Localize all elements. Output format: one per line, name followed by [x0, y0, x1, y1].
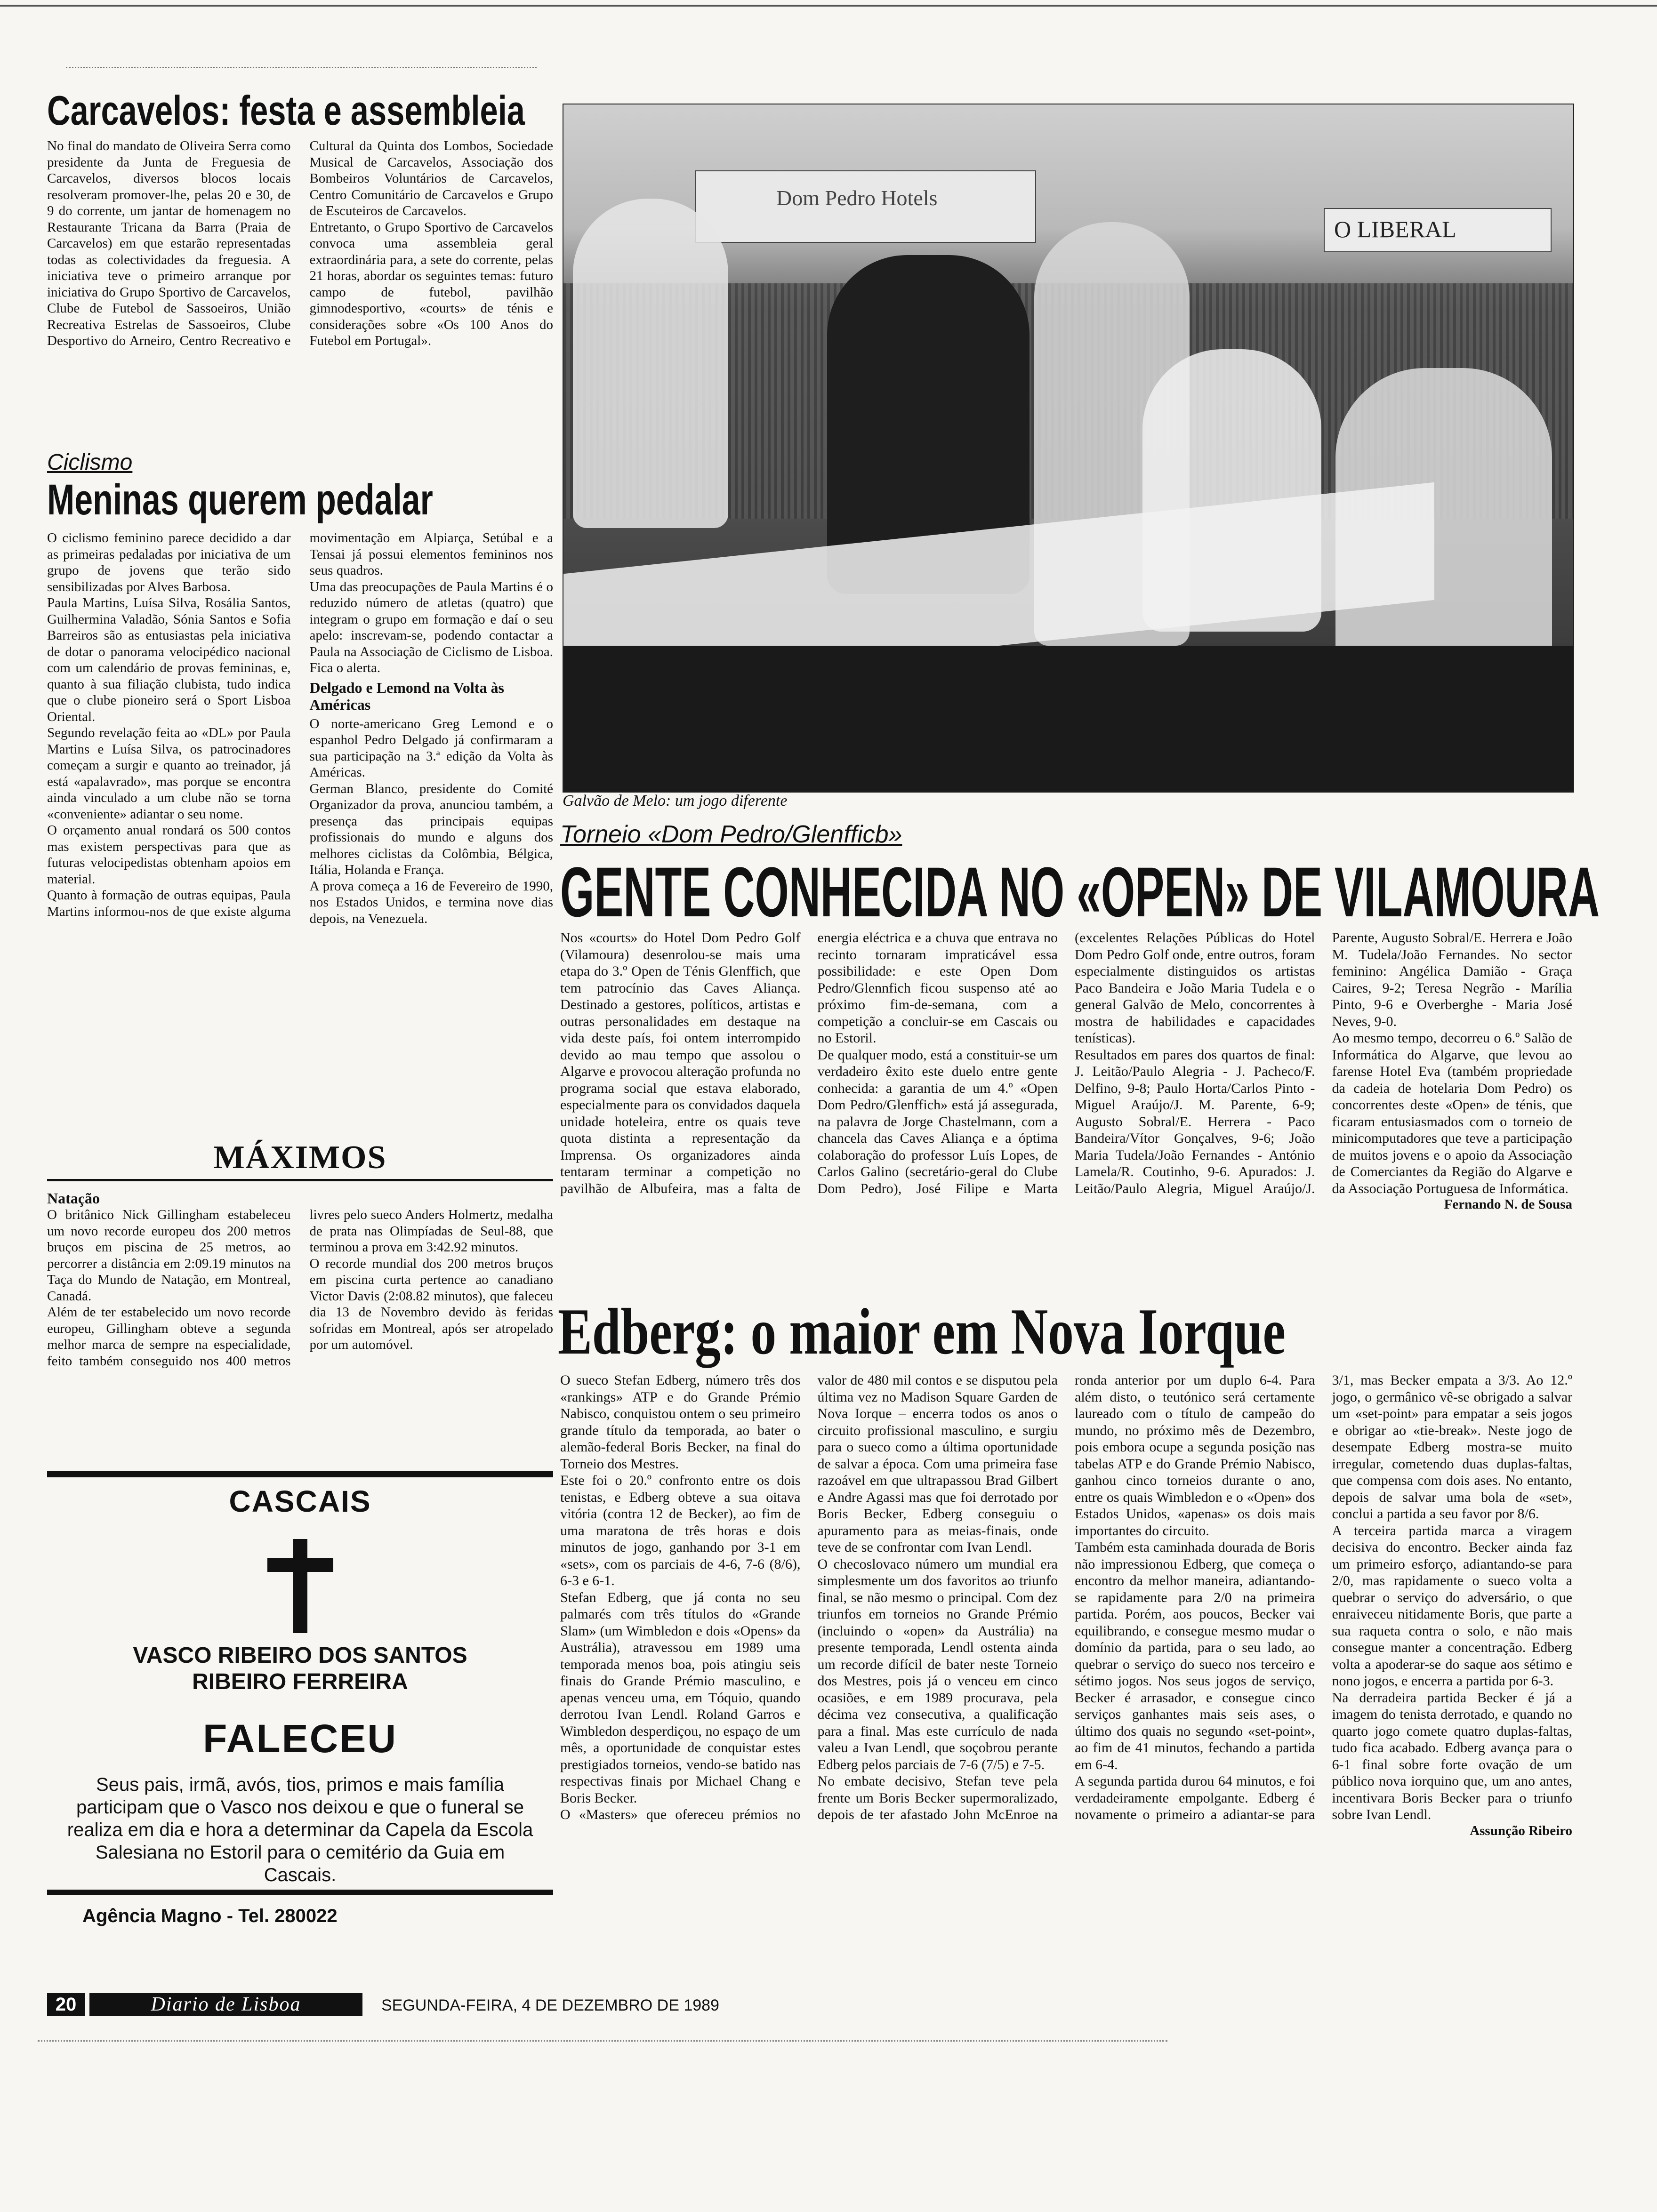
obituary-place: CASCAIS: [229, 1484, 371, 1518]
ciclismo-body2: O norte-americano Greg Lemond e o espanhol Pedro Delgado já confirmaram a sua participação na 3.ª edição da Volta às Américas. German Blanco, presidente do Comité Organizador da prova, anunciou também, a presença das principais equipas profissionais do mundo e alguns dos melhores ciclistas da Colômbia, Bélgica, Itália, Holanda e França. A prova começa a 16 de Fevereiro de 1990, nos Estados Unidos, e termina nove dias depois, na Venezuela.: [309, 716, 553, 926]
obituary-top-bar: [47, 1471, 553, 1477]
photo-banner-right-text: O LIBERAL: [1334, 216, 1456, 242]
ciclismo-subhead: Delgado e Lemond na Volta às Américas: [309, 679, 504, 713]
obituary-headline: FALECEU: [202, 1716, 398, 1761]
photo-banner-left-text: Dom Pedro Hotels: [776, 186, 938, 210]
edberg-article: [560, 1372, 1572, 1839]
obituary-name-line2: RIBEIRO FERREIRA: [192, 1669, 408, 1694]
ciclismo-body: O ciclismo feminino parece decidido a dar as primeiras pedaladas por iniciativa de um grupo de jovens que terão sido sensibilizadas por Alves Barbosa. Paula Martins, Luísa Silva, Rosália Santos, Guilhermina Valadão, Sónia Santos e Sofia Barreiros são as entusiastas pela iniciativa de dotar o panorama velocipédico nacional com um calendário de provas femininas, e, quanto à sua filiação clubista, tudo indica que o clube pioneiro será o Sport Lisboa Oriental. Segundo revelação feita ao «DL» por Paula Martins e Luísa Silva, os patrocinadores começam a surgir e quanto ao treinador, já está «apalavrado», mas porque se encontra ainda vinculado a um clube não se torna «conveniente» adiantar o seu nome. O orçamento anual rondará os 500 contos mas existem perspectivas para que as futuras velocipedistas obtenham apoios em material. Quanto à formação de outras equipas, Paula Martins informou-nos de que existe alguma movimentação em Alpiarça, Setúbal e a Tensai já possui elementos femininos nos seus quadros. Uma das preocupações de Paula Martins é o reduzido número de atletas (quatro) que integram o grupo em formação e daí o seu apelo: inscrevam-se, podendo contactar a Paula na Associação de Ciclismo de Lisboa. Fica o alerta.: [47, 530, 553, 919]
tennis-photo: [563, 104, 1574, 793]
torneio-kicker: Torneio «Dom Pedro/Glenfficb»: [560, 821, 902, 848]
top-dotted-rule: [66, 67, 537, 68]
carcavelos-body: No final do mandato de Oliveira Serra como presidente da Junta de Freguesia de Carcavelos, diversos blocos locais resolveram promover-lhe, pelas 20 e 30, de 9 do corrente, um jantar de homenagem no Restaurante Tricana da Barra (Praia de Carcavelos) em que estarão representadas todas as colectividades da freguesia. A iniciativa teve o primeiro arranque por iniciativa do Grupo Sportivo de Carcavelos, Clube de Futebol de Sassoeiros, União Recreativa Estrelas de Sassoeiros, Clube Desportivo do Arneiro, Centro Recreativo e Cultural da Quinta dos Lombos, Sociedade Musical de Carcavelos, Associação dos Bombeiros Voluntários de Carcavelos, Centro Comunitário de Carcavelos e Grupo de Escuteiros de Carcavelos. Entretanto, o Grupo Sportivo de Carcavelos convoca uma assembleia geral extraordinária para, a sete do corrente, pelas 21 horas, abordar os seguintes temas: futuro campo de futebol, pavilhão gimnodesportivo, «courts» de ténis e considerações sobre «Os 100 Anos do Futebol em Portugal».: [47, 138, 553, 348]
edberg-body: O sueco Stefan Edberg, número três dos «rankings» ATP e do Grande Prémio Nabisco, conquistou ontem o seu primeiro grande título da temporada, ao bater o alemão-federal Boris Becker, na final do Torneio dos Mestres. Este foi o 20.º confronto entre os dois tenistas, e Edberg obteve a sua oitava vitória (contra 12 de Becker), ao fim de uma maratona de três horas e dois minutos de jogo, ganhando por 3-1 em «sets», com os parciais de 4-6, 7-6 (8/6), 6-3 e 6-1. Stefan Edberg, que já conta no seu palmarés com três títulos do «Grande Slam» (um Wimbledon e dois «Opens» da Austrália), atravessou em 1989 uma temporada menos boa, pois atingiu seis finais do Grande Prémio masculino, e apenas venceu uma, em Tóquio, quando derrotou Ivan Lendl. Roland Garros e Wimbledon desperdiçou, no espaço de um mês, a oportunidade de conquistar estes prestigiados torneios, vendo-se batido nas respectivas finais por Michael Chang e Boris Becker. O «Masters» que ofereceu prémios no valor de 480 mil contos e se disputou pela última vez no Madison Square Garden de Nova Iorque – encerra todos os anos o circuito profissional masculino, e surgiu para o sueco como a última oportunidade de salvar a época. Com uma primeira fase razoável em que ultrapassou Brad Gilbert e Andre Agassi mas que foi derrotado por Boris Becker, Edberg conseguiu o apuramento para as meias-finais, onde teve de se confrontar com Ivan Lendl. O checoslovaco número um mundial era simplesmente um dos favoritos ao triunfo final, se não mesmo o principal. Com dez triunfos em torneios no Grande Prémio (incluindo o «open» da Austrália) na presente temporada, Lendl ostenta ainda um recorde difícil de bater neste Torneio dos Mestres, pois já o venceu em cinco ocasiões, e em 1989 procurava, pela décima vez consecutiva, a qualificação para a final. Mas este currículo de nada valeu a Ivan Lendl, que soçobrou perante Edberg pelos parciais de 7-6 (7/5) e 7-5. No embate decisivo, Stefan teve pela frente um Boris Becker supermoralizado, depois de ter afastado John McEnroe na ronda anterior por um duplo 6-4. Para além disto, o teutónico será certamente laureado com o título de campeão do mundo, no próximo mês de Dezembro, pois embora ocupe a segunda posição nas tabelas ATP e do Grande Prémio Nabisco, ganhou cinco torneios durante o ano, entre os quais Wimbledon e o «Open» dos Estados Unidos, «apenas» os dois mais importantes do circuito. Também esta caminhada dourada de Boris não impressionou Edberg, que começa o encontro da melhor maneira, adiantando-se rapidamente para 2/0 na primeira partida. Porém, aos poucos, Becker vai equilibrando, e consegue mesmo mudar o domínio da partida, para o seu lado, ao quebrar o serviço do sueco nos terceiro e sétimo jogos. Nos seus jogos de serviço, Becker é arrasador, e consegue cinco serviços ganhantes mais seis ases, o último dos quais no segundo «set-point», ao fim de 41 minutos, fechando a partida em 6-4. A segunda partida durou 64 minutos, e foi verdadeiramente empolgante. Edberg é novamente o primeiro a adiantar-se para 3/1, mas Becker empata a 3/3. Ao 12.º jogo, o germânico vê-se obrigado a salvar um «set-point» para empatar a seis jogos e obrigar ao «tie-break». Neste jogo de desempate Edberg mostra-se muito irregular, cometendo duas duplas-faltas, que compensa com dois ases. No entanto, depois de salvar uma bola de «set», conclui a partida a seu favor por 8/6. A terceira partida marca a viragem decisiva do encontro. Becker ainda faz um primeiro esforço, adiantando-se para 2/0, mas rapidamente o sueco volta a quebrar o serviço do adversário, o que enraiveceu nitidamente Boris, que parte a sua raqueta contra o solo, e não mais consegue manter a concentração. Edberg volta a apoderar-se do saque aos sétimo e nono jogos, e encerra a partida por 6-3. Na derradeira partida Becker é já a imagem do tenista derrotado, e quando no quarto jogo comete quatro duplas-faltas, tudo fica acabado. Edberg avança para o 6-1 final sobre forte ovação de um público nova iorquino que, um ano antes, incentivara Boris Becker para o triunfo sobre Ivan Lendl.: [560, 1372, 1572, 1822]
carcavelos-headline: Carcavelos: festa e assembleia: [47, 87, 525, 134]
obituary-notice: [47, 1478, 553, 1926]
photo-caption: Galvão de Melo: um jogo diferente: [563, 792, 788, 809]
ciclismo-kicker: Ciclismo: [47, 450, 133, 475]
photo-banner-left: [695, 170, 1036, 243]
torneio-article: [560, 930, 1572, 1212]
obituary-body: Seus pais, irmã, avós, tios, primos e mais família participam que o Vasco nos deixou e que o funeral se realiza em dia e hora a determinar da Capela da Escola Salesiana no Estoril para o cemitério da Guia em Cascais.: [67, 1774, 533, 1885]
page-number: 20: [47, 1993, 85, 2016]
page-footer: [47, 1993, 1572, 2017]
photo-person-left: [573, 199, 728, 528]
cross-icon: [267, 1539, 333, 1633]
torneio-body: Nos «courts» do Hotel Dom Pedro Golf (Vilamoura) desenrolou-se mais uma etapa do 3.º Open de Ténis Glenffich, que tem patrocínio das Caves Aliança. Destinado a gestores, políticos, artistas e outras personalidades em destaque na vida deste país, foi ontem interrompido devido ao mau tempo que assolou o Algarve e provocou alteração profunda no programa social que estava elaborado, especialmente para os convidados daquela unidade hoteleira, entre os quais teve quota distinta a representação da Imprensa. Os organizadores ainda tentaram terminar a competição no pavilhão de Albufeira, mas a falta de energia eléctrica e a chuva que entrava no recinto tornaram impraticável essa possibilidade: e este Open Dom Pedro/Glennfich ficou suspenso até ao próximo fim-de-semana, com a competição a concluir-se em Cascais ou no Estoril. De qualquer modo, está a constituir-se um verdadeiro êxito este duelo entre gente conhecida: a garantia de um 4.º «Open Dom Pedro/Glenffich» está já assegurada, na palavra de Jorge Chastelmann, com a chancela das Caves Aliança e a óptima colaboração do professor Luís Lopes, de Carlos Galino (secretário-geral do Clube Dom Pedro), José Filipe e Marta (excelentes Relações Públicas do Hotel Dom Pedro Golf onde, entre outros, foram especialmente distinguidos os artistas Paco Bandeira e João Maria Tudela e o general Galvão de Melo, concorrentes à mostra de habilidades e capacidades tenísticas). Resultados em pares dos quartos de final: J. Leitão/Paulo Alegria - J. Pacheco/F. Delfino, 9-8; Paulo Horta/Carlos Pinto - Miguel Araújo/J. M. Parente, 6-9; Augusto Sobral/E. Herrera - Paco Bandeira/Vítor Gonçalves, 9-6; João Maria Tudela/João Fernandes - António Lamela/R. Coutinho, 9-6. Apurados: J. Leitão/Paulo Alegria, Miguel Araújo/J. Parente, Augusto Sobral/E. Herrera e João M. Tudela/João Fernandes. No sector feminino: Angélica Damião - Graça Caires, 9-2; Teresa Negrão - Marília Pinto, 9-6 e Overberghe - Maria José Neves, 9-0. Ao mesmo tempo, decorreu o 6.º Salão de Informática do Algarve, que levou ao farense Hotel Eva (também propriedade da cadeia de hotelaria Dom Pedro) os concorrentes deste «Open» de ténis, que ficaram entusiasmados com o torneio de minicomputadores que teve a participação de muitos jovens e o apoio da Associação de Comerciantes da Região do Algarve e da Associação Portuguesa de Informática.: [560, 930, 1572, 1196]
torneio-byline: Fernando N. de Sousa: [1444, 1197, 1572, 1212]
obituary-name-line1: VASCO RIBEIRO DOS SANTOS: [133, 1643, 467, 1668]
edberg-headline: Edberg: o maior em Nova Iorque: [558, 1295, 1286, 1368]
obituary-bottom-bar: [47, 1890, 553, 1895]
top-rule: [0, 5, 1657, 7]
photo-ground: [563, 646, 1573, 792]
photo-banner-right: [1324, 208, 1552, 252]
obituary-agency: Agência Magno - Tel. 280022: [82, 1906, 338, 1926]
carcavelos-article: [47, 87, 553, 349]
ciclismo-headline: Meninas querem pedalar: [47, 476, 433, 524]
footer-masthead: Diario de Lisboa: [89, 1993, 362, 2016]
ciclismo-columns: [47, 530, 553, 927]
bottom-dotted-rule: [38, 2040, 1167, 2042]
edberg-byline: Assunção Ribeiro: [1470, 1823, 1572, 1838]
ciclismo-article: [47, 449, 553, 927]
maximos-article: [47, 1139, 553, 1369]
torneio-headline: GENTE CONHECIDA NO «OPEN» DE VILAMOURA: [560, 852, 1600, 931]
maximos-body: O britânico Nick Gillingham estabeleceu um novo recorde europeu dos 200 metros bruços em piscina de 25 metros, ao percorrer a distância em 2:09.19 minutos na Taça do Mundo de Natação, em Montreal, Canadá. Além de ter estabelecido um novo recorde europeu, Gillingham obteve a segunda melhor marca de sempre na especialidade, feito também conseguido nos 400 metros livres pelo sueco Anders Holmertz, medalha de prata nas Olimpíadas de Seul-88, que terminou a prova em 3:42.92 minutos. O recorde mundial dos 200 metros bruços em piscina curta pertence ao canadiano Victor Davis (2:08.82 minutos), que faleceu dia 13 de Novembro devido às feridas sofridas em Montreal, após ser atropelado por um automóvel.: [47, 1207, 553, 1369]
maximos-subhead: Natação: [47, 1190, 100, 1207]
maximos-headline: MÁXIMOS: [213, 1139, 387, 1176]
footer-date: SEGUNDA-FEIRA, 4 DE DEZEMBRO DE 1989: [381, 1996, 719, 2014]
